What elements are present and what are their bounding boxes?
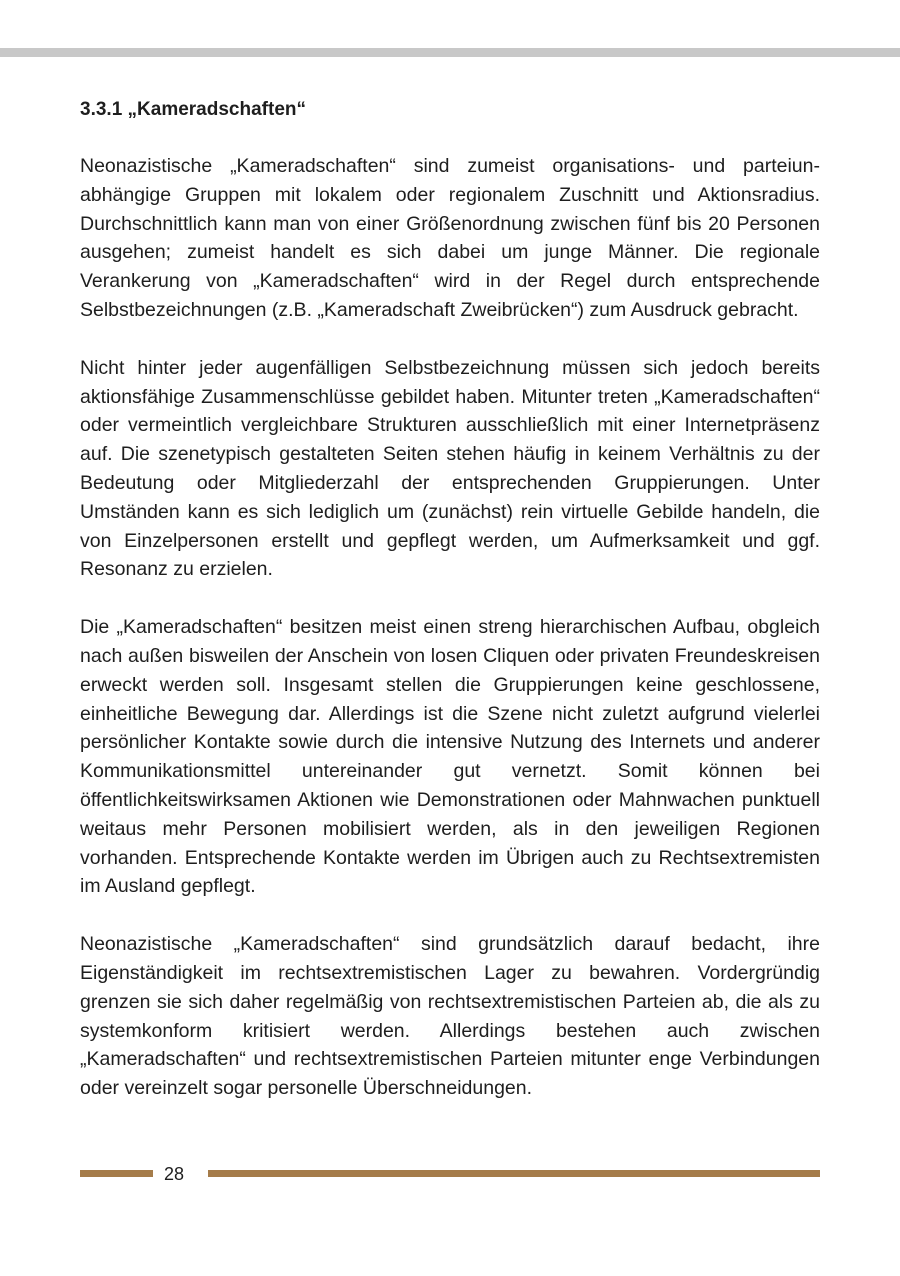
- page-footer: [80, 1160, 820, 1188]
- page-number: 28: [164, 1164, 185, 1184]
- paragraph-2: Nicht hinter jeder augenfälligen Selbstbezeichnung müssen sich jedoch bereits aktionsfähige Zusammenschlüsse gebildet haben. Mitunter treten „Kameradschaften“ oder vermeintlich vergleichbare Strukturen ausschließlich mit einer Internetpräsenz auf. Die szenetypisch gestalteten Seiten stehen häufig in keinem Verhältnis zu der Bedeutung oder Mitgliederzahl der entsprechenden Gruppierungen. Unter Umständen kann es sich lediglich um (zunächst) rein virtuelle Gebilde handeln, die von Einzelpersonen erstellt und gepflegt werden, um Aufmerksamkeit und ggf. Resonanz zu erzielen.: [80, 356, 820, 581]
- paragraph-4: Neonazistische „Kameradschaften“ sind grundsätzlich darauf bedacht, ihre Eigenständigkeit im rechtsextremistischen Lager zu bewahren. Vordergründig grenzen sie sich daher regelmäßig von rechtsextremistischen Parteien ab, die als zu systemkonform kritisiert werden. Allerdings bestehen auch zwischen „Kameradschaften“ und rechtsextremistischen Parteien mitunter enge Verbindungen oder vereinzelt sogar personelle Überschneidungen.: [80, 933, 820, 1100]
- section-heading: 3.3.1 „Kameradschaften“: [80, 99, 306, 120]
- footer-rule-left: [80, 1170, 153, 1177]
- footer-rule-right: [208, 1170, 820, 1177]
- paragraph-3: Die „Kameradschaften“ besitzen meist einen streng hierarchischen Aufbau, obgleich nach außen bisweilen der Anschein von losen Cliquen oder privaten Freundeskreisen erweckt werden soll. Insgesamt stellen die Gruppierungen keine geschlossene, einheitliche Bewegung dar. Allerdings ist die Szene nicht zuletzt aufgrund vielerlei persönlicher Kontakte sowie durch die intensive Nutzung des Internets und anderer Kommunikationsmittel untereinander gut vernetzt. Somit können bei öffentlichkeitswirksamen Aktionen wie Demonstrationen oder Mahnwachen punktuell weitaus mehr Personen mobilisiert werden, als in den jeweiligen Regionen vorhanden. Entsprechende Kontakte werden im Übrigen auch zu Rechtsextremisten im Ausland gepflegt.: [80, 616, 820, 898]
- top-divider: [0, 48, 900, 57]
- page-content: [80, 96, 820, 1132]
- paragraph-1: Neonazistische „Kameradschaften“ sind zumeist organisations- und parteiunabhängige Gruppen mit lokalem oder regionalem Zuschnitt und Aktionsradius. Durchschnittlich kann man von einer Größenordnung zwischen fünf bis 20 Personen ausgehen; zumeist handelt es sich dabei um junge Männer. Die regionale Verankerung von „Kameradschaften“ wird in der Regel durch entsprechende Selbstbezeichnungen (z.B. „Kameradschaft Zweibrücken“) zum Ausdruck gebracht.: [80, 155, 820, 321]
